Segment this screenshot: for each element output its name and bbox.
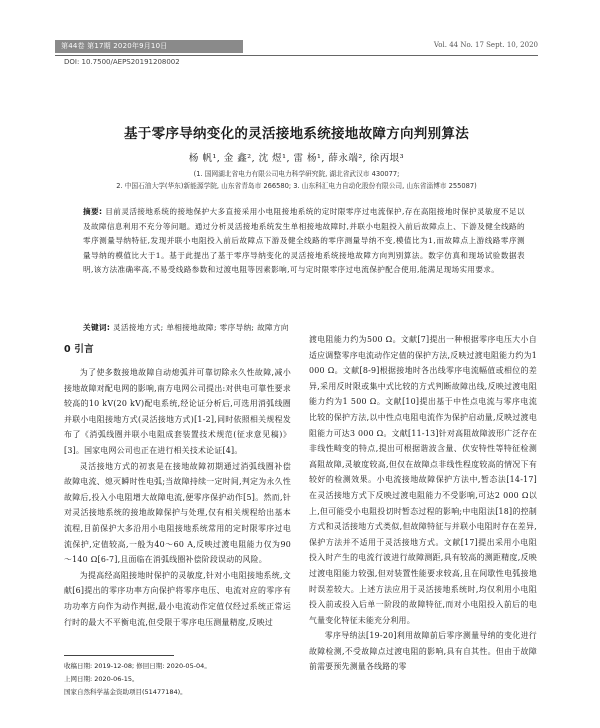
body-paragraph: 渡电阻能力约为500 Ω。文献[7]提出一种根据零序电压大小自适应调整零序电流动作定值的保护方法,反映过渡电阻能力约为1 000 Ω。文献[8-9]根据接地时各出线零序电流幅值或相位的差异,采用反时限或集中式比较的方式判断故障出线,反映过渡电阻能力约为1 500 Ω。文献[10]提出基于中性点电流与零序电流比较的保护方法,以中性点电阻电流作为保护启动量,反映过渡电阻能力可达3 000 Ω。文献[11-13]针对高阻故障波形广泛存在非线性畸变的特点,提出可根据谐波含量、伏安特性等特征检测高阻故障,灵敏度较高,但仅在故障点非线性程度较高的情况下有较好的检测效果。小电流接地故障保护方法中,暂态法[14-17]在灵活接地方式下反映过渡电阻能力不受影响,可达2 000 Ω以上,但可能受小电阻投切时暂态过程的影响;中电阻法[18]的控制方式和灵活接地方式类似,但故障特征与并联小电阻时存在差异,保护方法并不适用于灵活接地方式。文献[17]提出采用小电阻投入时产生的电流行波进行故障测距,具有较高的测距精度,反映过渡电阻能力较强,但对装置性能要求较高,且在间歇性电弧接地时误差较大。上述方法应用于灵活接地系统时,均仅利用小电阻投入前或投入后单一阶段的故障特征,而对小电阻投入前后的电气量变化特征未能充分利用。 bbox=[309, 335, 537, 625]
footnote-funding: 国家自然科学基金资助项目(51477184)。 bbox=[64, 688, 187, 696]
abstract-text: 目前灵活接地系统的接地保护大多直接采用小电阻接地系统的定时限零序过电流保护,存在高阻接地时保护灵敏度不足以及故障信息利用不充分等问题。通过分析灵活接地系统发生单相接地故障时,并联小电阻投入前后故障点上、下游及健全线路的零序测量导纳特征,发现并联小电阻投入前后故障点下游及健全线路的零序测量导纳不变,模值比为1,而故障点上游线路零序测量导纳的模值比大于1。基于此提出了基于零序导纳变化的灵活接地系统接地故障方向判别算法。数字仿真和现场试验数据表明,该方法准确率高,不易受线路参数和过渡电阻等因素影响,可与定时限零序过电流保护配合使用,能满足现场实用要求。 bbox=[83, 207, 525, 275]
keywords-text: 灵活接地方式; 单相接地故障; 零序导纳; 故障方向 bbox=[112, 323, 289, 332]
header-divider bbox=[55, 55, 538, 56]
journal-issue-badge: 第44卷 第17期 2020年9月10日 bbox=[55, 40, 243, 53]
affiliation-line-1: (1. 国网湖北省电力有限公司电力科学研究院, 湖北省武汉市 430077; bbox=[193, 170, 400, 178]
section-heading-introduction: 0 引言 bbox=[64, 344, 94, 355]
affiliation-line-2: 2. 中国石油大学(华东)新能源学院, 山东省青岛市 266580; 3. 山东科汇电力自动化股份有限公司, 山东省淄博市 255087) bbox=[116, 182, 477, 190]
left-column bbox=[64, 332, 291, 630]
right-column bbox=[309, 332, 537, 675]
footnotes bbox=[64, 660, 211, 699]
authors: 杨 帆¹, 金 鑫², 沈 煜¹, 雷 杨¹, 薛永端², 徐丙垠³ bbox=[188, 153, 405, 164]
body-paragraph: 为了使多数接地故障自动熄弧并可靠切除永久性故障,减小接地故障对配电网的影响,南方电网公司提出:对供电可靠性要求较高的10 kV(20 kV)配电系统,经论证分析后,可选用消弧线圈并联小电阻接地方式(灵活接地方式)[1-2],同时依照相关规程发布了《消弧线圈并联小电阻成套装置技术规范(征求意见稿)》[3]。国家电网公司也正在进行相关技术论证[4]。 bbox=[64, 368, 291, 455]
footnote-received: 收稿日期: 2019-12-08; 修回日期: 2020-05-04。 bbox=[64, 662, 211, 670]
journal-issue-english: Vol. 44 No. 17 Sept. 10, 2020 bbox=[433, 41, 538, 49]
abstract bbox=[83, 205, 525, 278]
footnote-divider bbox=[64, 655, 174, 656]
body-paragraph: 灵活接地方式的初衷是在接地故障初期通过消弧线圈补偿故障电流、熄灭瞬时性电弧;当故障持续一定时间,判定为永久性故障后,投入小电阻增大故障电流,便零序保护动作[5]。然而,针对灵活接地系统的接地故障保护与处理,仅有相关规程给出基本流程,目前保护大多沿用小电阻接地系统常用的定时限零序过电流保护,定值较高,一般为40～60 A,反映过渡电阻能力仅为90～140 Ω[6-7],且面临在消弧线圈补偿阶段误动的风险。 bbox=[64, 461, 291, 565]
abstract-label: 摘要: bbox=[83, 207, 103, 216]
paper-title: 基于零序导纳变化的灵活接地系统接地故障方向判别算法 bbox=[124, 126, 469, 142]
body-paragraph: 为提高经高阻接地时保护的灵敏度,针对小电阻接地系统,文献[6]提出的零序功率方向保护将零序电压、电流对应的零序有功功率方向作为动作判据,最小电流动作定值仅经过系统正常运行时的最大不平衡电流,但受限于零序电压测量精度,反映过 bbox=[64, 570, 291, 627]
keywords-label: 关键词: bbox=[83, 323, 111, 332]
body-paragraph: 零序导纳法[19-20]利用故障前后零序测量导纳的变化进行故障检测,不受故障点过渡电阻的影响,具有自其性。但由于故障前需要预先测量各线路的零 bbox=[309, 631, 537, 672]
doi: DOI: 10.7500/AEPS20191208002 bbox=[64, 58, 180, 66]
footnote-online: 上网日期: 2020-06-15。 bbox=[64, 675, 139, 683]
